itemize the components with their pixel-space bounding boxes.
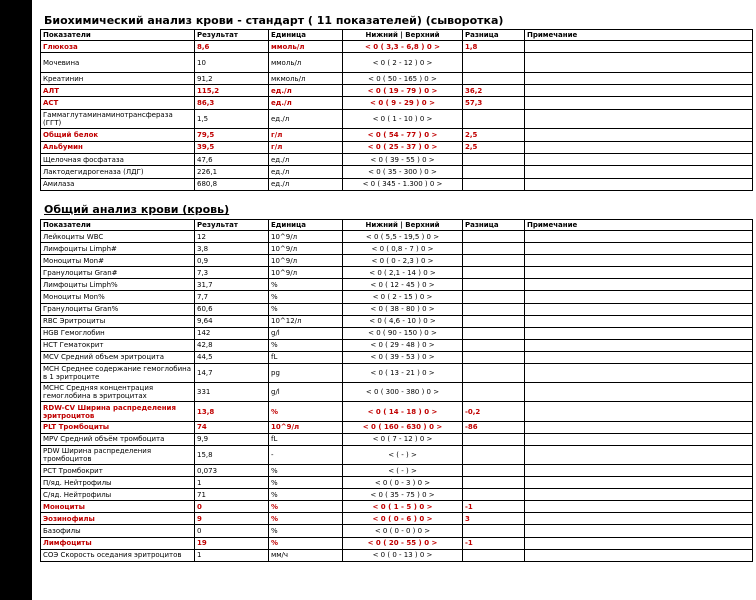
- result-name: HCT Гематокрит: [41, 339, 195, 351]
- result-note: [525, 97, 753, 109]
- result-note: [525, 501, 753, 513]
- result-note: [525, 351, 753, 363]
- result-unit: %: [269, 489, 343, 501]
- reference-range: < 0 ( 3,3 - 6,8 ) 0 >: [343, 41, 463, 53]
- result-note: [525, 315, 753, 327]
- result-difference: [463, 433, 525, 445]
- result-difference: [463, 267, 525, 279]
- reference-range: < 0 ( 2 - 15 ) 0 >: [343, 291, 463, 303]
- result-value: 1,5: [195, 109, 269, 129]
- result-difference: [463, 489, 525, 501]
- result-difference: [463, 166, 525, 178]
- result-note: [525, 513, 753, 525]
- reference-range: < 0 ( 50 - 165 ) 0 >: [343, 72, 463, 84]
- cbc-row: [41, 421, 753, 433]
- result-unit: г/л: [269, 129, 343, 141]
- result-difference: -86: [463, 421, 525, 433]
- cbc-row: [41, 291, 753, 303]
- header-note: Примечание: [525, 220, 753, 231]
- result-unit: ммоль/л: [269, 53, 343, 73]
- result-name: СОЭ Скорость оседания эритроцитов: [41, 549, 195, 561]
- result-unit: g/l: [269, 383, 343, 402]
- result-difference: [463, 53, 525, 73]
- result-note: [525, 477, 753, 489]
- result-note: [525, 109, 753, 129]
- result-difference: [463, 255, 525, 267]
- reference-range: < 0 ( 25 - 37 ) 0 >: [343, 141, 463, 153]
- reference-range: < 0 ( 14 - 18 ) 0 >: [343, 402, 463, 421]
- cbc-row: [41, 501, 753, 513]
- cbc-row: [41, 339, 753, 351]
- cbc-row: [41, 383, 753, 402]
- cbc-header-row: [41, 220, 753, 231]
- result-difference: [463, 327, 525, 339]
- result-value: 47,6: [195, 153, 269, 165]
- result-note: [525, 243, 753, 255]
- result-value: 9,64: [195, 315, 269, 327]
- result-name: Лимфоциты Limph%: [41, 279, 195, 291]
- result-note: [525, 53, 753, 73]
- reference-range: < 0 ( 9 - 29 ) 0 >: [343, 97, 463, 109]
- report-page: [32, 0, 756, 600]
- result-name: PCT Тромбокрит: [41, 464, 195, 476]
- reference-range: < 0 ( 1 - 5 ) 0 >: [343, 501, 463, 513]
- result-difference: -1: [463, 501, 525, 513]
- cbc-table: [40, 219, 753, 562]
- result-name: Лактодегидрогеназа (ЛДГ): [41, 166, 195, 178]
- result-difference: -1: [463, 537, 525, 549]
- result-difference: 3: [463, 513, 525, 525]
- result-name: Щелочная фосфатаза: [41, 153, 195, 165]
- result-note: [525, 364, 753, 383]
- result-value: 60,6: [195, 303, 269, 315]
- result-unit: ед./л: [269, 97, 343, 109]
- cbc-row: [41, 525, 753, 537]
- result-note: [525, 72, 753, 84]
- reference-range: < 0 ( 0 - 13 ) 0 >: [343, 549, 463, 561]
- result-name: Альбумин: [41, 141, 195, 153]
- reference-range: < 0 ( 0 - 6 ) 0 >: [343, 513, 463, 525]
- biochem-row: [41, 178, 753, 190]
- header-indicator: Показатели: [41, 30, 195, 41]
- result-unit: %: [269, 402, 343, 421]
- result-name: MCV Средний объем эритроцита: [41, 351, 195, 363]
- result-value: 3,8: [195, 243, 269, 255]
- result-unit: мкмоль/л: [269, 72, 343, 84]
- reference-range: < 0 ( 90 - 150 ) 0 >: [343, 327, 463, 339]
- cbc-row: [41, 279, 753, 291]
- result-name: Гранулоциты Gran#: [41, 267, 195, 279]
- result-value: 12: [195, 231, 269, 243]
- result-note: [525, 339, 753, 351]
- result-note: [525, 549, 753, 561]
- result-value: 0,9: [195, 255, 269, 267]
- result-note: [525, 178, 753, 190]
- cbc-row: [41, 351, 753, 363]
- reference-range: < 0 ( 345 - 1.300 ) 0 >: [343, 178, 463, 190]
- reference-range: < 0 ( 12 - 45 ) 0 >: [343, 279, 463, 291]
- result-difference: [463, 303, 525, 315]
- cbc-row: [41, 243, 753, 255]
- result-unit: мм/ч: [269, 549, 343, 561]
- cbc-row: [41, 402, 753, 421]
- cbc-row: [41, 445, 753, 464]
- result-difference: [463, 339, 525, 351]
- reference-range: < 0 ( 35 - 75 ) 0 >: [343, 489, 463, 501]
- result-value: 226,1: [195, 166, 269, 178]
- result-unit: 10^12/л: [269, 315, 343, 327]
- result-unit: ед./л: [269, 153, 343, 165]
- result-difference: 2,5: [463, 129, 525, 141]
- biochem-header-row: [41, 30, 753, 41]
- biochem-row: [41, 141, 753, 153]
- result-value: 74: [195, 421, 269, 433]
- result-difference: -0,2: [463, 402, 525, 421]
- result-unit: 10^9/л: [269, 255, 343, 267]
- biochem-row: [41, 72, 753, 84]
- result-name: Эозинофилы: [41, 513, 195, 525]
- result-unit: ед./л: [269, 178, 343, 190]
- result-unit: %: [269, 525, 343, 537]
- result-note: [525, 445, 753, 464]
- result-difference: [463, 525, 525, 537]
- result-name: Мочевина: [41, 53, 195, 73]
- cbc-row: [41, 231, 753, 243]
- result-value: 10: [195, 53, 269, 73]
- biochem-row: [41, 109, 753, 129]
- reference-range: < 0 ( 7 - 12 ) 0 >: [343, 433, 463, 445]
- reference-range: < 0 ( 54 - 77 ) 0 >: [343, 129, 463, 141]
- result-difference: [463, 178, 525, 190]
- result-difference: [463, 549, 525, 561]
- result-difference: [463, 464, 525, 476]
- result-note: [525, 303, 753, 315]
- result-value: 7,3: [195, 267, 269, 279]
- cbc-row: [41, 464, 753, 476]
- reference-range: < 0 ( 35 - 300 ) 0 >: [343, 166, 463, 178]
- result-note: [525, 166, 753, 178]
- biochem-row: [41, 153, 753, 165]
- result-difference: [463, 231, 525, 243]
- result-name: Моноциты: [41, 501, 195, 513]
- result-unit: г/л: [269, 141, 343, 153]
- result-value: 1: [195, 549, 269, 561]
- result-difference: [463, 364, 525, 383]
- result-name: Креатинин: [41, 72, 195, 84]
- cbc-row: [41, 267, 753, 279]
- result-value: 91,2: [195, 72, 269, 84]
- result-note: [525, 255, 753, 267]
- result-difference: 57,3: [463, 97, 525, 109]
- result-unit: %: [269, 279, 343, 291]
- result-value: 71: [195, 489, 269, 501]
- result-unit: 10^9/л: [269, 421, 343, 433]
- result-unit: %: [269, 477, 343, 489]
- header-note: Примечание: [525, 30, 753, 41]
- cbc-row: [41, 549, 753, 561]
- header-indicator: Показатели: [41, 220, 195, 231]
- cbc-row: [41, 327, 753, 339]
- reference-range: < ( - ) >: [343, 445, 463, 464]
- result-difference: [463, 477, 525, 489]
- result-value: 8,6: [195, 41, 269, 53]
- result-unit: %: [269, 464, 343, 476]
- header-difference: Разница: [463, 30, 525, 41]
- result-name: Моноциты Mon#: [41, 255, 195, 267]
- header-range: Нижний | Верхний: [343, 30, 463, 41]
- result-note: [525, 279, 753, 291]
- result-value: 331: [195, 383, 269, 402]
- result-name: PDW Ширина распределения тромбоцитов: [41, 445, 195, 464]
- result-note: [525, 421, 753, 433]
- result-value: 115,2: [195, 85, 269, 97]
- result-unit: 10^9/л: [269, 267, 343, 279]
- header-difference: Разница: [463, 220, 525, 231]
- result-name: Гаммаглутаминаминотрансфераза (ГГТ): [41, 109, 195, 129]
- result-difference: [463, 291, 525, 303]
- reference-range: < 0 ( 0,8 - 7 ) 0 >: [343, 243, 463, 255]
- result-value: 42,8: [195, 339, 269, 351]
- result-unit: fL: [269, 433, 343, 445]
- result-note: [525, 85, 753, 97]
- reference-range: < 0 ( 29 - 48 ) 0 >: [343, 339, 463, 351]
- result-name: HGB Гемоглобин: [41, 327, 195, 339]
- reference-range: < 0 ( 38 - 80 ) 0 >: [343, 303, 463, 315]
- header-result: Результат: [195, 30, 269, 41]
- result-value: 142: [195, 327, 269, 339]
- result-difference: [463, 72, 525, 84]
- result-difference: [463, 445, 525, 464]
- result-unit: ед./л: [269, 85, 343, 97]
- result-unit: fL: [269, 351, 343, 363]
- result-note: [525, 327, 753, 339]
- result-note: [525, 383, 753, 402]
- result-note: [525, 291, 753, 303]
- result-value: 39,5: [195, 141, 269, 153]
- reference-range: < 0 ( 2 - 12 ) 0 >: [343, 53, 463, 73]
- result-unit: %: [269, 537, 343, 549]
- cbc-row: [41, 315, 753, 327]
- result-name: Амилаза: [41, 178, 195, 190]
- result-unit: 10^9/л: [269, 243, 343, 255]
- result-value: 7,7: [195, 291, 269, 303]
- result-name: MCHC Средняя концентрация гемоглобина в эритроцитах: [41, 383, 195, 402]
- biochem-row: [41, 53, 753, 73]
- result-note: [525, 489, 753, 501]
- cbc-row: [41, 303, 753, 315]
- result-value: 31,7: [195, 279, 269, 291]
- result-note: [525, 267, 753, 279]
- result-note: [525, 402, 753, 421]
- result-value: 86,3: [195, 97, 269, 109]
- biochem-table: [40, 29, 753, 191]
- reference-range: < 0 ( 2,1 - 14 ) 0 >: [343, 267, 463, 279]
- header-unit: Единица: [269, 30, 343, 41]
- result-difference: [463, 383, 525, 402]
- result-difference: 2,5: [463, 141, 525, 153]
- result-note: [525, 525, 753, 537]
- cbc-row: [41, 513, 753, 525]
- result-unit: %: [269, 291, 343, 303]
- result-name: Лимфоциты: [41, 537, 195, 549]
- result-name: Глюкоза: [41, 41, 195, 53]
- result-value: 0: [195, 501, 269, 513]
- biochem-row: [41, 166, 753, 178]
- reference-range: < 0 ( 0 - 2,3 ) 0 >: [343, 255, 463, 267]
- result-difference: [463, 315, 525, 327]
- reference-range: < 0 ( 0 - 0 ) 0 >: [343, 525, 463, 537]
- reference-range: < 0 ( 5,5 - 19,5 ) 0 >: [343, 231, 463, 243]
- biochem-title: Биохимический анализ крови - стандарт ( 11 показателей) (сыворотка): [44, 14, 504, 27]
- biochem-row: [41, 129, 753, 141]
- result-difference: [463, 351, 525, 363]
- biochem-row: [41, 85, 753, 97]
- reference-range: < 0 ( 1 - 10 ) 0 >: [343, 109, 463, 129]
- result-unit: %: [269, 303, 343, 315]
- result-name: MCH Среднее содержание гемоглобина в 1 эритроците: [41, 364, 195, 383]
- reference-range: < 0 ( 0 - 3 ) 0 >: [343, 477, 463, 489]
- result-name: MPV Средний объём тромбоцита: [41, 433, 195, 445]
- result-name: АСТ: [41, 97, 195, 109]
- result-value: 1: [195, 477, 269, 489]
- result-unit: %: [269, 501, 343, 513]
- reference-range: < 0 ( 39 - 55 ) 0 >: [343, 153, 463, 165]
- result-value: 79,5: [195, 129, 269, 141]
- result-name: П/яд. Нейтрофилы: [41, 477, 195, 489]
- result-name: Лимфоциты Limph#: [41, 243, 195, 255]
- reference-range: < 0 ( 13 - 21 ) 0 >: [343, 364, 463, 383]
- result-difference: 36,2: [463, 85, 525, 97]
- cbc-row: [41, 255, 753, 267]
- result-value: 44,5: [195, 351, 269, 363]
- result-value: 0: [195, 525, 269, 537]
- cbc-row: [41, 433, 753, 445]
- cbc-row: [41, 537, 753, 549]
- result-name: Моноциты Mon%: [41, 291, 195, 303]
- result-note: [525, 231, 753, 243]
- reference-range: < 0 ( 20 - 55 ) 0 >: [343, 537, 463, 549]
- result-unit: ед./л: [269, 166, 343, 178]
- result-name: PLT Тромбоциты: [41, 421, 195, 433]
- cbc-row: [41, 489, 753, 501]
- result-value: 19: [195, 537, 269, 549]
- header-range: Нижний | Верхний: [343, 220, 463, 231]
- result-difference: [463, 153, 525, 165]
- result-value: 15,8: [195, 445, 269, 464]
- result-note: [525, 433, 753, 445]
- result-name: С/яд. Нейтрофилы: [41, 489, 195, 501]
- reference-range: < 0 ( 4,6 - 10 ) 0 >: [343, 315, 463, 327]
- cbc-title: Общий анализ крови (кровь): [44, 203, 230, 216]
- biochem-row: [41, 41, 753, 53]
- biochem-row: [41, 97, 753, 109]
- result-unit: ед./л: [269, 109, 343, 129]
- cbc-row: [41, 364, 753, 383]
- result-name: Базофилы: [41, 525, 195, 537]
- reference-range: < 0 ( 300 - 380 ) 0 >: [343, 383, 463, 402]
- result-difference: [463, 109, 525, 129]
- result-difference: [463, 279, 525, 291]
- header-unit: Единица: [269, 220, 343, 231]
- result-note: [525, 537, 753, 549]
- result-name: Лейкоциты WBC: [41, 231, 195, 243]
- reference-range: < 0 ( 39 - 53 ) 0 >: [343, 351, 463, 363]
- result-unit: 10^9/л: [269, 231, 343, 243]
- result-name: АЛТ: [41, 85, 195, 97]
- result-value: 680,8: [195, 178, 269, 190]
- result-value: 0,073: [195, 464, 269, 476]
- result-difference: 1,8: [463, 41, 525, 53]
- result-unit: %: [269, 513, 343, 525]
- result-name: RDW-CV Ширина распределения эритроцитов: [41, 402, 195, 421]
- result-name: Гранулоциты Gran%: [41, 303, 195, 315]
- result-value: 9: [195, 513, 269, 525]
- reference-range: < 0 ( 160 - 630 ) 0 >: [343, 421, 463, 433]
- cbc-row: [41, 477, 753, 489]
- result-unit: ммоль/л: [269, 41, 343, 53]
- result-note: [525, 129, 753, 141]
- result-unit: pg: [269, 364, 343, 383]
- result-name: RBC Эритроциты: [41, 315, 195, 327]
- result-note: [525, 153, 753, 165]
- reference-range: < ( - ) >: [343, 464, 463, 476]
- result-value: 14,7: [195, 364, 269, 383]
- result-unit: g/l: [269, 327, 343, 339]
- result-difference: [463, 243, 525, 255]
- result-note: [525, 141, 753, 153]
- result-name: Общий белок: [41, 129, 195, 141]
- header-result: Результат: [195, 220, 269, 231]
- result-unit: -: [269, 445, 343, 464]
- result-unit: %: [269, 339, 343, 351]
- result-note: [525, 41, 753, 53]
- result-note: [525, 464, 753, 476]
- result-value: 13,8: [195, 402, 269, 421]
- result-value: 9,9: [195, 433, 269, 445]
- reference-range: < 0 ( 19 - 79 ) 0 >: [343, 85, 463, 97]
